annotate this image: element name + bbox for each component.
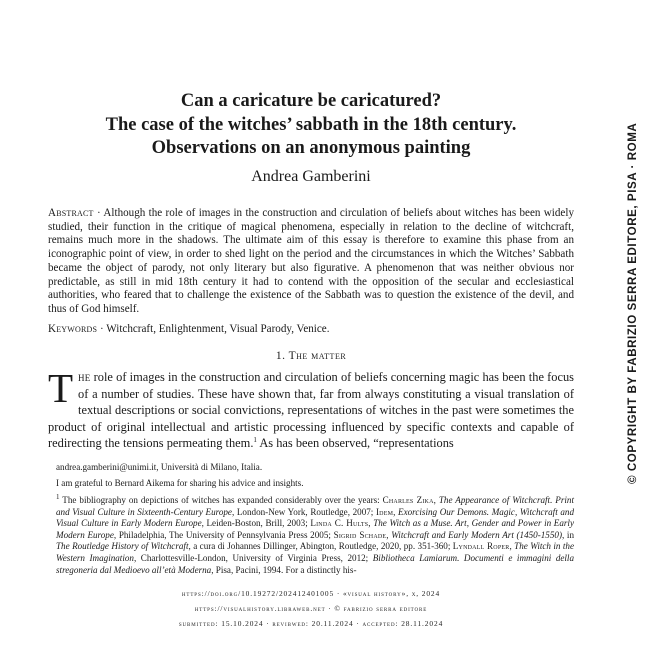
body-paragraph bbox=[48, 365, 574, 452]
citation-title: The Witch in the Western Imagination bbox=[56, 541, 575, 563]
footer-doi-line: https://doi.org/10.19272/202412401005 · «visual history», x, 2024 bbox=[181, 589, 441, 598]
copyright-side-text: © COPYRIGHT BY FABRIZIO SERRA EDITORE, PISA · ROMA bbox=[626, 122, 639, 484]
paper-title-line-2: The case of the witches’ sabbath in the 18th century. bbox=[105, 114, 517, 135]
citation-author: Charles Zika bbox=[382, 495, 434, 505]
citation-pub: , a cura di Johannes Dillinger, Abington, Routledge, 2020, pp. 351-360; bbox=[188, 541, 453, 552]
citation-pub: , in bbox=[561, 529, 574, 540]
drop-cap: T bbox=[48, 365, 74, 411]
citation-author: Idem bbox=[375, 506, 394, 517]
citation-pub: , Charlottesville-London, University of Virginia Press, 2012; bbox=[133, 552, 373, 563]
footnote-1: $^1$ The bibliography on depictions of witches has expanded considerably over the years: Charles Zika, The Appearance of Witchcraft. Print and Visual Culture in Sixteenth-Century Europe, London-New York, Routledge, 2007; Idem, Exorcising Our Demons. Magic, Witchcraft and Visual Culture in Early Modern Europe, Leiden-Boston, Brill, 2003; Linda C. Hults, The Witch as a Muse. Art, Gender and Power in Early Modern Europe, Philadelphia, The University of Pennsylvania Press 2005; Sigrid Schade, Witchcraft and Early Modern Art (1450-1550), in The Routledge History of Witchcraft, a cura di Johannes Dillinger, Abington, Routledge, 2020, pp. 351-360; Lyndall Roper, The Witch in the Western Imagination, Charlottesville-London, University of Virginia Press, 2012; Bibliotheca Lamiarum. Documenti e immagini della stregoneria dal Medioevo all’età Moderna, Pisa, Pacini, 1994. For a distinctly his- bbox=[56, 492, 575, 575]
body-text: role of images in the construction and circulation of beliefs concerning magic has been the focus of a number of studies. These have shown that, far from always constituting a visual translation of textual descriptions or social convictions, representations of witches in the past were sometimes the product of original intellectual and artistic processing influenced by specific contexts and capable of redirecting the tensions permeating them. bbox=[48, 370, 574, 451]
title-block bbox=[48, 90, 574, 187]
citation-pub: , Pisa, Pacini, 1994. For a distinctly his- bbox=[211, 564, 357, 575]
citation-author: Sigrid Schade bbox=[333, 529, 387, 540]
citation-author: Linda C. Hults bbox=[310, 518, 369, 529]
citation-title: The Appearance of Witchcraft. Print and Visual Culture in Sixteenth-Century Europe bbox=[56, 495, 575, 517]
footer-dates-line: submitted: 15.10.2024 · revibwed: 20.11.2024 · accepted: 28.11.2024 bbox=[178, 619, 444, 628]
footnote-1-marker: 1 bbox=[56, 492, 60, 501]
citation-title: Witchcraft and Early Modern Art (1450-1550) bbox=[391, 529, 562, 540]
paper-title-line-1: Can a caricature be caricatured? bbox=[180, 91, 442, 111]
citation-title: The Routledge History of Witchcraft bbox=[56, 541, 189, 552]
citation-pub: , London-New York, Routledge, 2007; bbox=[231, 506, 376, 517]
keywords-text: · Witchcraft, Enlightenment, Visual Parody, Venice. bbox=[99, 323, 330, 335]
abstract-text: · Although the role of images in the construction and circulation of beliefs about witches has been widely studied, their function in the critique of magical phenomena, especially in relation to the decline of witchcraft, remains much more in the shadows. The ultimate aim of this essay is therefore to examine this phase from an iconographic point of view, in order to shed light on the period and the circumstances in which the Witches’ Sabbath became the object of parody, not only literary but also figurative. A phenomenon that was neither obvious nor predictable, as still in mid 18th century it had to contend with the opposition of the secular and ecclesiastical authorities, who feared that to challenge the existence of the Sabbath was to question the existence of the devil, and thus of God himself. bbox=[48, 207, 574, 315]
citation-title: The Witch as a Muse. Art, Gender and Power in Early Modern Europe bbox=[56, 518, 574, 540]
abstract bbox=[48, 207, 574, 317]
citation-author: Lyndall Roper bbox=[452, 541, 510, 552]
paper-title-line-3: Observations on an anonymous painting bbox=[151, 138, 471, 158]
body-tail: As has been observed, “representations bbox=[256, 436, 454, 451]
footnote-marker[interactable]: 1 bbox=[253, 436, 257, 445]
footer-web-line: https://visualhistory.libraweb.net · © fabrizio serra editore bbox=[194, 604, 428, 613]
footnote-1-intro: The bibliography on depictions of witches has expanded considerably over the years: bbox=[62, 495, 383, 505]
author-name: Andrea Gamberini bbox=[251, 167, 371, 185]
citation-title: Exorcising Our Demons. Magic, Witchcraft and Visual Culture in Early Modern Europe bbox=[56, 506, 574, 529]
citation-pub: , Leiden-Boston, Brill, 2003; bbox=[201, 518, 311, 529]
body-lead: he bbox=[78, 370, 91, 384]
section-heading: 1. The matter bbox=[275, 350, 347, 362]
copyright-side-banner bbox=[626, 74, 639, 484]
footnote-affiliation: andrea.gamberini@unimi.it, Università di Milano, Italia. bbox=[56, 462, 263, 472]
citation-pub: , Philadelphia, The University of Pennsylvania Press 2005; bbox=[113, 529, 334, 540]
footnote-thanks: I am grateful to Bernard Aikema for sharing his advice and insights. bbox=[56, 478, 304, 488]
abstract-label: Abstract bbox=[48, 207, 94, 219]
citation-title: Bibliotheca Lamiarum. Documenti e immagini della stregoneria dal Medioevo all’età Moderna bbox=[56, 552, 574, 575]
keywords bbox=[48, 322, 574, 336]
keywords-label: Keywords bbox=[48, 323, 98, 335]
